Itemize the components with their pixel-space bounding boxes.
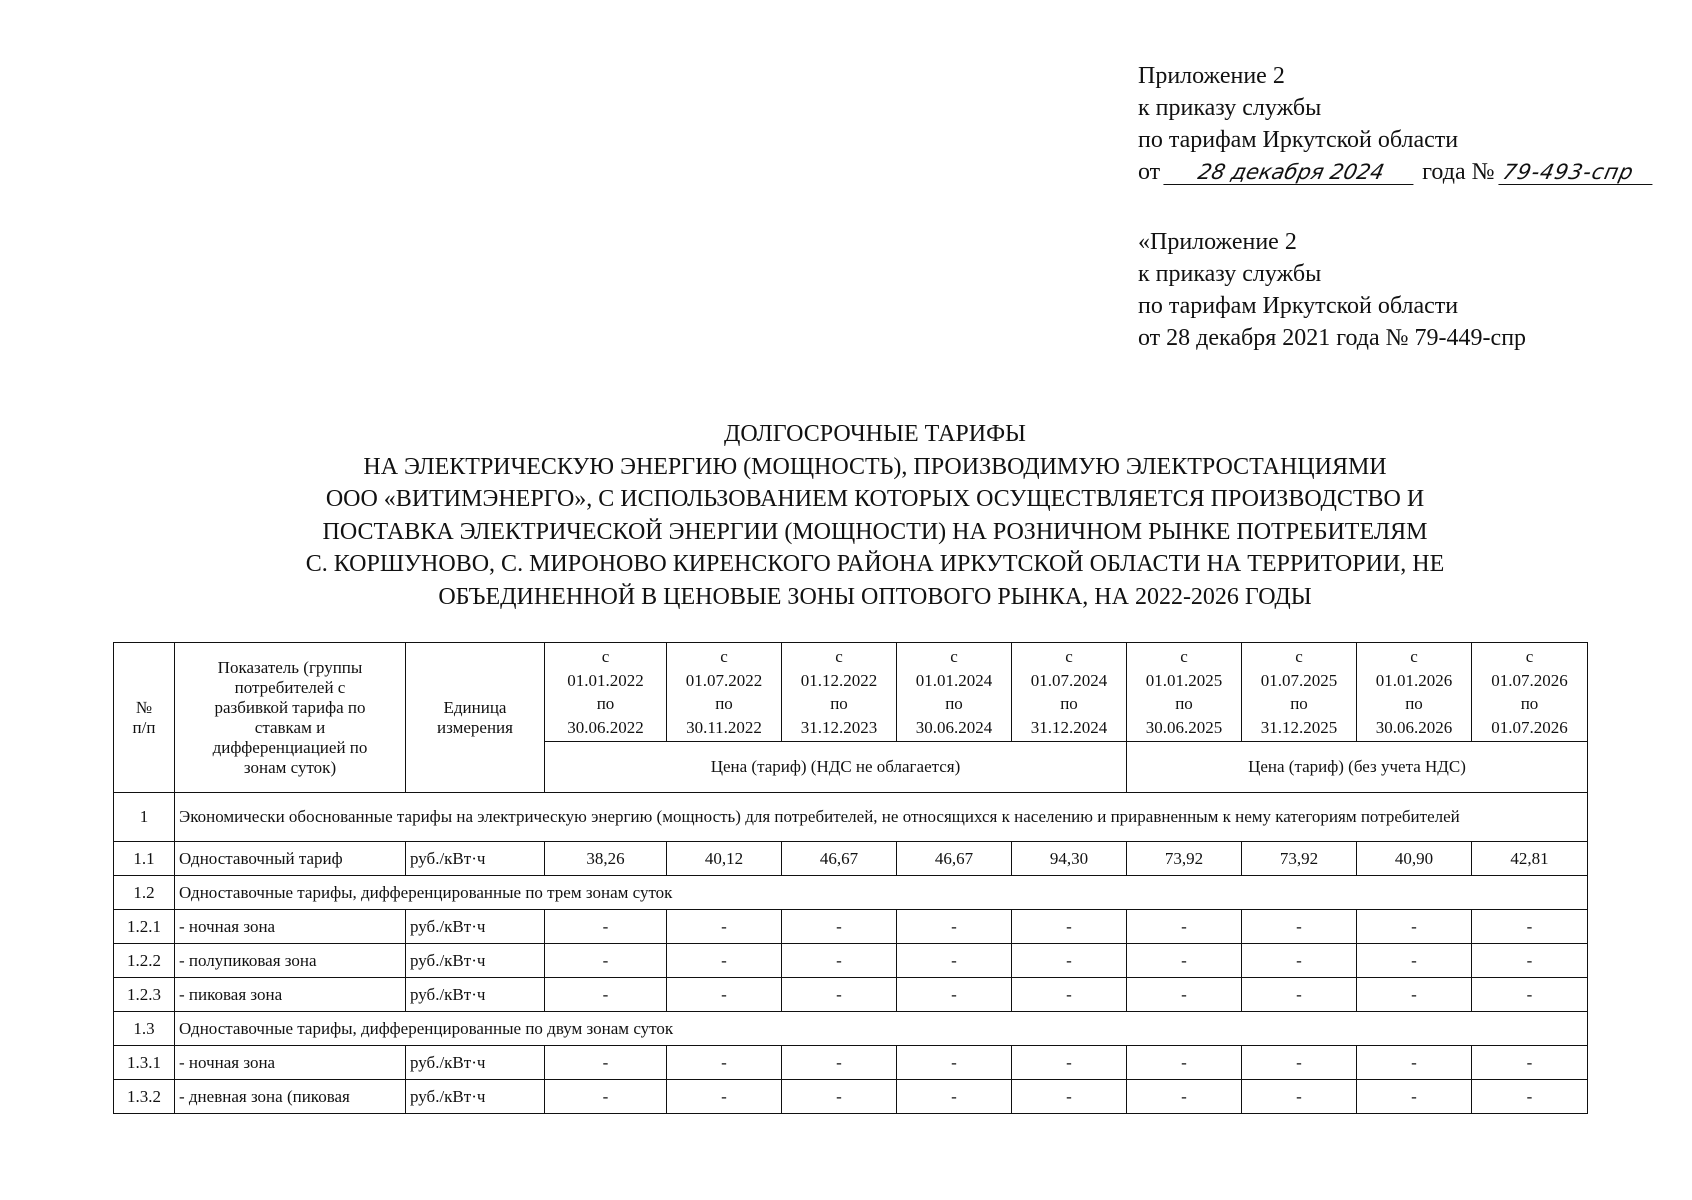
- period-to: 30.06.2026: [1375, 717, 1453, 737]
- section-row: [114, 1012, 1588, 1046]
- tariff-value-cell: -: [667, 944, 782, 978]
- period-po: по: [1290, 694, 1308, 713]
- period-from: 01.01.2025: [1145, 670, 1223, 690]
- period-to: 31.12.2024: [1030, 717, 1108, 737]
- row-unit-cell: руб./кВт·ч: [406, 1046, 545, 1080]
- header-indicator-line: Показатель (группы: [217, 657, 363, 677]
- tariff-table: [113, 642, 1588, 1114]
- row-number-cell: 1.1: [114, 842, 175, 876]
- title-line: ОБЪЕДИНЕННОЙ В ЦЕНОВЫЕ ЗОНЫ ОПТОВОГО РЫНКА, НА 2022-2026 ГОДЫ: [438, 583, 1312, 610]
- title-line: С. КОРШУНОВО, С. МИРОНОВО КИРЕНСКОГО РАЙОНА ИРКУТСКОЙ ОБЛАСТИ НА ТЕРРИТОРИИ, НЕ: [305, 551, 1445, 577]
- period-header-cell: [1012, 643, 1127, 742]
- header-indicator-cell: [175, 643, 406, 793]
- period-po: по: [830, 694, 848, 713]
- table-row: [114, 1046, 1588, 1080]
- tariff-value-cell: -: [667, 910, 782, 944]
- tariff-value-cell: -: [1242, 1046, 1357, 1080]
- row-unit-cell: руб./кВт·ч: [406, 944, 545, 978]
- document-title: [150, 418, 1600, 613]
- tariff-value-cell: 40,90: [1357, 842, 1472, 876]
- tariff-value-cell: -: [1242, 1080, 1357, 1114]
- row-number-cell: 1.3.2: [114, 1080, 175, 1114]
- tariff-value-cell: -: [1472, 978, 1588, 1012]
- row-unit-cell: руб./кВт·ч: [406, 1080, 545, 1114]
- price-group-vat-exempt: Цена (тариф) (НДС не облагается): [545, 742, 1127, 793]
- period-header-cell: [1127, 643, 1242, 742]
- tariff-value-cell: -: [897, 978, 1012, 1012]
- row-name-cell: - пиковая зона: [175, 978, 406, 1012]
- appendix-header-current: [1138, 60, 1655, 188]
- tariff-value-cell: -: [1242, 944, 1357, 978]
- header-num-cell: [114, 643, 175, 793]
- date-prefix: от: [1138, 159, 1161, 185]
- appendix-line: «Приложение 2: [1138, 229, 1297, 255]
- section-row: [114, 876, 1588, 910]
- tariff-value-cell: -: [1357, 1080, 1472, 1114]
- tariff-value-cell: 73,92: [1127, 842, 1242, 876]
- tariff-value-cell: -: [1012, 910, 1127, 944]
- row-unit-cell: руб./кВт·ч: [406, 978, 545, 1012]
- period-from: 01.07.2022: [685, 670, 763, 690]
- title-line: ПОСТАВКА ЭЛЕКТРИЧЕСКОЙ ЭНЕРГИИ (МОЩНОСТИ) НА РОЗНИЧНОМ РЫНКЕ ПОТРЕБИТЕЛЯМ: [322, 518, 1428, 545]
- title-line: ДОЛГОСРОЧНЫЕ ТАРИФЫ: [724, 421, 1026, 447]
- tariff-value-cell: 40,12: [667, 842, 782, 876]
- tariff-value-cell: -: [897, 910, 1012, 944]
- tariff-value-cell: -: [1012, 944, 1127, 978]
- tariff-value-cell: -: [1357, 978, 1472, 1012]
- tariff-value-cell: -: [1012, 1080, 1127, 1114]
- period-from: 01.01.2022: [567, 670, 644, 690]
- header-unit-label: Единица: [443, 697, 507, 717]
- period-po: по: [715, 694, 733, 713]
- row-number-cell: 1.2.2: [114, 944, 175, 978]
- header-indicator-line: ставкам и: [254, 717, 326, 737]
- tariff-value-cell: -: [1127, 1046, 1242, 1080]
- period-c: с: [1180, 647, 1188, 666]
- tariff-value-cell: -: [1357, 1046, 1472, 1080]
- handwritten-order-number: 79-493-спр: [1498, 160, 1657, 185]
- tariff-value-cell: -: [667, 978, 782, 1012]
- tariff-value-cell: -: [545, 1080, 667, 1114]
- tariff-value-cell: -: [897, 1080, 1012, 1114]
- period-to: 30.06.2024: [915, 717, 993, 737]
- section-text-cell: Одноставочные тарифы, дифференцированные по двум зонам суток: [175, 1012, 1588, 1046]
- period-to: 01.07.2026: [1491, 717, 1568, 737]
- tariff-value-cell: -: [1012, 1046, 1127, 1080]
- tariff-value-cell: -: [782, 978, 897, 1012]
- tariff-value-cell: 73,92: [1242, 842, 1357, 876]
- tariff-value-cell: -: [1472, 1046, 1588, 1080]
- tariff-value-cell: -: [897, 944, 1012, 978]
- header-indicator-line: разбивкой тарифа по: [214, 697, 366, 717]
- header-indicator-line: потребителей с: [234, 677, 346, 697]
- tariff-value-cell: 46,67: [782, 842, 897, 876]
- title-line: НА ЭЛЕКТРИЧЕСКУЮ ЭНЕРГИЮ (МОЩНОСТЬ), ПРОИЗВОДИМУЮ ЭЛЕКТРОСТАНЦИЯМИ: [363, 453, 1387, 480]
- period-c: с: [1525, 647, 1534, 666]
- tariff-value-cell: -: [897, 1046, 1012, 1080]
- period-to: 30.06.2022: [567, 717, 644, 737]
- tariff-value-cell: -: [1357, 910, 1472, 944]
- tariff-value-cell: 42,81: [1472, 842, 1588, 876]
- period-from: 01.12.2022: [800, 670, 878, 690]
- tariff-value-cell: -: [1242, 978, 1357, 1012]
- tariff-value-cell: -: [1012, 978, 1127, 1012]
- appendix-line: от 28 декабря 2021 года № 79-449-спр: [1138, 325, 1527, 351]
- tariff-value-cell: -: [782, 944, 897, 978]
- table-row: [114, 910, 1588, 944]
- row-number-cell: 1.2.3: [114, 978, 175, 1012]
- tariff-value-cell: -: [1357, 944, 1472, 978]
- period-header-cell: [1472, 643, 1588, 742]
- header-unit-label: измерения: [437, 717, 513, 737]
- row-number-cell: 1.3.1: [114, 1046, 175, 1080]
- period-to: 30.06.2025: [1145, 717, 1223, 737]
- tariff-value-cell: -: [545, 1046, 667, 1080]
- period-header-cell: [1357, 643, 1472, 742]
- period-po: по: [1405, 694, 1423, 713]
- row-name-cell: - полупиковая зона: [175, 944, 406, 978]
- tariff-value-cell: 46,67: [897, 842, 1012, 876]
- table-row: [114, 842, 1588, 876]
- table-header-row: [114, 643, 1588, 742]
- row-name-cell: - ночная зона: [175, 910, 406, 944]
- tariff-value-cell: -: [1127, 944, 1242, 978]
- tariff-value-cell: -: [782, 1080, 897, 1114]
- period-to: 31.12.2025: [1260, 717, 1338, 737]
- period-to: 31.12.2023: [800, 717, 878, 737]
- appendix-date-line: [1138, 156, 1655, 188]
- tariff-value-cell: -: [667, 1080, 782, 1114]
- period-c: с: [601, 647, 610, 666]
- row-number-cell: 1.2.1: [114, 910, 175, 944]
- row-number-cell: 1.2: [114, 876, 175, 910]
- tariff-value-cell: -: [1472, 944, 1588, 978]
- period-c: с: [835, 647, 843, 666]
- period-po: по: [1060, 694, 1078, 713]
- appendix-header-previous: [1138, 226, 1526, 354]
- period-header-cell: [667, 643, 782, 742]
- period-c: с: [950, 647, 958, 666]
- handwritten-date: 28 декабря 2024: [1164, 160, 1419, 185]
- tariff-value-cell: -: [545, 910, 667, 944]
- row-name-cell: - ночная зона: [175, 1046, 406, 1080]
- header-unit-cell: [406, 643, 545, 793]
- tariff-value-cell: -: [782, 1046, 897, 1080]
- period-from: 01.07.2026: [1491, 670, 1568, 690]
- table-row: [114, 944, 1588, 978]
- tariff-value-cell: -: [667, 1046, 782, 1080]
- section-text-cell: Экономически обоснованные тарифы на электрическую энергию (мощность) для потребителей, не относящихся к населению и приравненным к нему категориям потребителей: [175, 793, 1588, 842]
- period-from: 01.01.2026: [1375, 670, 1453, 690]
- tariff-value-cell: 94,30: [1012, 842, 1127, 876]
- row-number-cell: 1: [114, 793, 175, 842]
- row-unit-cell: руб./кВт·ч: [406, 910, 545, 944]
- period-header-cell: [1242, 643, 1357, 742]
- price-group-excl-vat: Цена (тариф) (без учета НДС): [1127, 742, 1588, 793]
- header-num-label: п/п: [132, 717, 156, 737]
- tariff-value-cell: -: [545, 944, 667, 978]
- period-from: 01.01.2024: [915, 670, 993, 690]
- appendix-line: по тарифам Иркутской области: [1138, 127, 1459, 153]
- section-text-cell: Одноставочные тарифы, дифференцированные по трем зонам суток: [175, 876, 1588, 910]
- appendix-line: Приложение 2: [1138, 63, 1285, 89]
- tariff-value-cell: -: [545, 978, 667, 1012]
- period-po: по: [945, 694, 963, 713]
- section-row: [114, 793, 1588, 842]
- period-c: с: [1295, 647, 1303, 666]
- tariff-value-cell: 38,26: [545, 842, 667, 876]
- tariff-value-cell: -: [1127, 978, 1242, 1012]
- period-c: с: [720, 647, 728, 666]
- number-prefix: года №: [1422, 159, 1495, 185]
- table-row: [114, 1080, 1588, 1114]
- period-header-cell: [782, 643, 897, 742]
- period-to: 30.11.2022: [686, 717, 762, 737]
- tariff-value-cell: -: [1472, 1080, 1588, 1114]
- period-c: с: [1410, 647, 1418, 666]
- tariff-value-cell: -: [1127, 1080, 1242, 1114]
- appendix-line: к приказу службы: [1138, 261, 1322, 287]
- table-row: [114, 978, 1588, 1012]
- appendix-line: к приказу службы: [1138, 95, 1322, 121]
- appendix-line: по тарифам Иркутской области: [1138, 293, 1459, 319]
- period-po: по: [596, 694, 615, 713]
- row-unit-cell: руб./кВт·ч: [406, 842, 545, 876]
- period-po: по: [1520, 694, 1539, 713]
- tariff-value-cell: -: [782, 910, 897, 944]
- header-indicator-line: дифференциацией по: [212, 737, 368, 757]
- period-header-cell: [897, 643, 1012, 742]
- period-from: 01.07.2025: [1260, 670, 1338, 690]
- period-po: по: [1175, 694, 1193, 713]
- row-number-cell: 1.3: [114, 1012, 175, 1046]
- header-indicator-line: зонам суток): [243, 757, 337, 777]
- header-num-label: №: [135, 697, 153, 717]
- period-from: 01.07.2024: [1030, 670, 1108, 690]
- tariff-value-cell: -: [1242, 910, 1357, 944]
- row-name-cell: Одноставочный тариф: [175, 842, 406, 876]
- row-name-cell: - дневная зона (пиковая: [175, 1080, 406, 1114]
- period-c: с: [1065, 647, 1073, 666]
- title-line: ООО «ВИТИМЭНЕРГО», С ИСПОЛЬЗОВАНИЕМ КОТОРЫХ ОСУЩЕСТВЛЯЕТСЯ ПРОИЗВОДСТВО И: [325, 486, 1425, 512]
- period-header-cell: [545, 643, 667, 742]
- tariff-value-cell: -: [1472, 910, 1588, 944]
- tariff-value-cell: -: [1127, 910, 1242, 944]
